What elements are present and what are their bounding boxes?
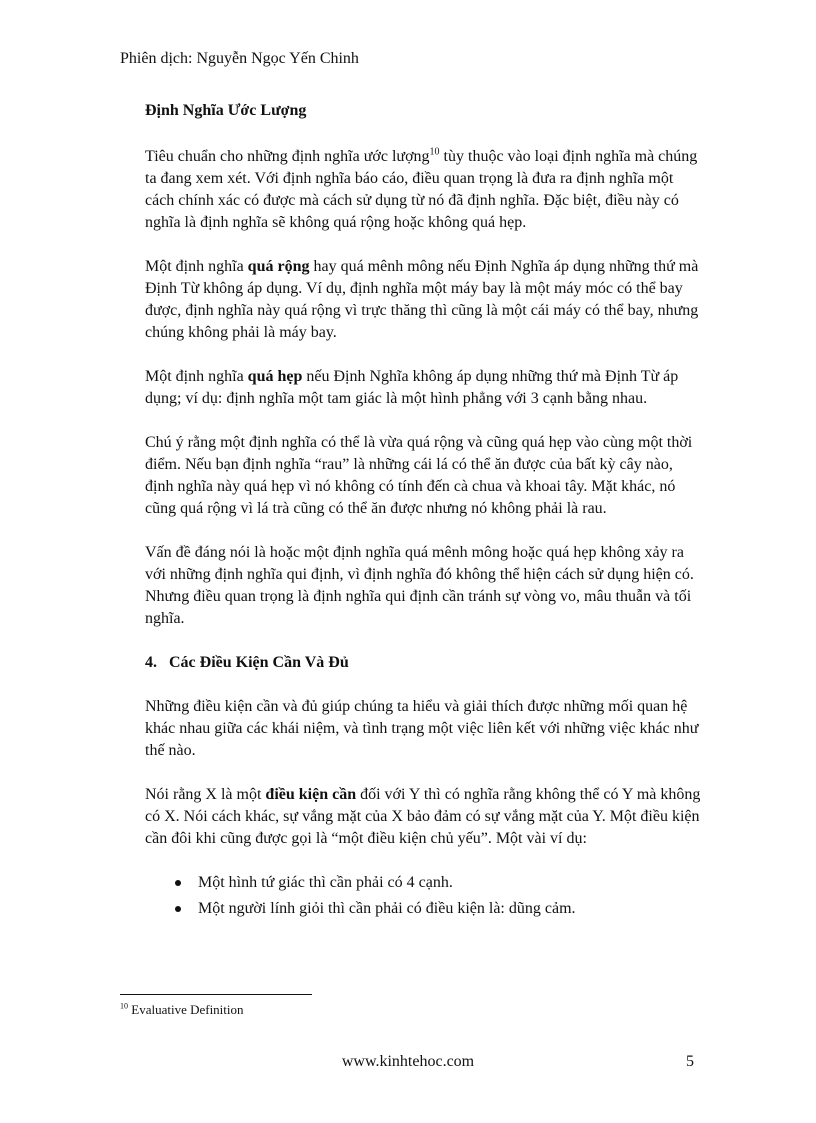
paragraph-prescriptive: Vấn đề đáng nói là hoặc một định nghĩa quá mênh mông hoặc quá hẹp không xảy ra với những định nghĩa qui định, vì định nghĩa đó không thể hiện cách sử dụng hiện có. Nhưng điều quan trọng là định nghĩa qui định cần tránh sự vòng vo, mâu thuẫn và tối nghĩa. bbox=[145, 544, 694, 627]
paragraph-criteria bbox=[145, 146, 705, 234]
translator-header: Phiên dịch: Nguyễn Ngọc Yến Chinh bbox=[120, 50, 359, 67]
footnote-number: 10 bbox=[120, 1001, 128, 1011]
paragraph-text: nếu Định Nghĩa không áp dụng những thứ mà Định Từ áp dụng; ví dụ: định nghĩa một tam giác là một hình phẳng với 3 cạnh bằng nhau. bbox=[145, 368, 679, 407]
paragraph-text: Một định nghĩa bbox=[145, 258, 248, 275]
list-item bbox=[145, 872, 705, 894]
footnote-text: Evaluative Definition bbox=[128, 1002, 244, 1017]
footer-website-link[interactable]: www.kinhtehoc.com bbox=[341, 1053, 475, 1070]
bullet-icon bbox=[175, 880, 181, 886]
footnote-divider bbox=[120, 994, 312, 995]
list-item bbox=[145, 898, 705, 920]
section-title-conditions bbox=[145, 652, 705, 674]
paragraph-text: tùy thuộc vào loại định nghĩa mà chúng ta đang xem xét. Với định nghĩa báo cáo, điều quan trọng là đưa ra định nghĩa một cách chính xác có được mà cách sử dụng từ nó đã định nghĩa. Đặc biệt, điều này có nghĩa là định nghĩa sẽ không quá rộng hoặc không quá hẹp. bbox=[145, 148, 698, 231]
paragraph-text: đối với Y thì có nghĩa rằng không thể có Y mà không có X. Nói cách khác, sự vắng mặt của X bảo đảm có sự vắng mặt của Y. Một điều kiện cần đôi khi cũng được gọi là “một điều kiện chủ yếu”. Một vài ví dụ: bbox=[145, 786, 701, 847]
footnote-ref: 10 bbox=[429, 146, 440, 158]
list-item-text: Một người lính giỏi thì cần phải có điều kiện là: dũng cảm. bbox=[198, 900, 576, 917]
paragraph-too-broad bbox=[145, 256, 705, 344]
paragraph-both: Chú ý rằng một định nghĩa có thể là vừa quá rộng và cũng quá hẹp vào cùng một thời điểm. Nếu bạn định nghĩa “rau” là những cái lá có thể ăn được của bất kỳ cây nào, định nghĩa này quá hẹp vì nó không có tính đến cà chua và khoai tây. Mặt khác, nó cũng quá rộng vì lá trà cũng có thể ăn được nhưng nó không phải là rau. bbox=[145, 434, 693, 517]
section-number: 4. bbox=[145, 654, 157, 671]
paragraph-text: Tiêu chuẩn cho những định nghĩa ước lượng bbox=[145, 148, 430, 165]
bold-term: quá hẹp bbox=[247, 368, 303, 385]
paragraph-too-narrow bbox=[145, 366, 705, 410]
bullet-icon bbox=[175, 906, 181, 912]
bold-term: điều kiện cần bbox=[265, 786, 357, 803]
paragraph-text: Một định nghĩa bbox=[145, 368, 248, 385]
paragraph-necessary-condition bbox=[145, 784, 705, 850]
paragraph-text: hay quá mênh mông nếu Định Nghĩa áp dụng những thứ mà Định Từ không áp dụng. Ví dụ, định nghĩa một máy bay là một máy móc có thể bay được, định nghĩa này quá rộng vì trực thăng thì cũng là một cái máy có thể bay, nhưng chúng không phải là máy bay. bbox=[145, 258, 699, 341]
example-list bbox=[145, 872, 705, 920]
bold-term: quá rộng bbox=[247, 258, 310, 275]
section-title-evaluative-definition: Định Nghĩa Ước Lượng bbox=[145, 102, 307, 119]
list-item-text: Một hình tứ giác thì cần phải có 4 cạnh. bbox=[198, 874, 453, 891]
section-title-text: Các Điều Kiện Cần Và Đủ bbox=[169, 654, 349, 671]
page-number: 5 bbox=[686, 1053, 694, 1070]
paragraph-text: Nói rằng X là một bbox=[145, 786, 266, 803]
footnote bbox=[120, 1002, 244, 1018]
page-content bbox=[145, 100, 705, 924]
paragraph-conditions-intro: Những điều kiện cần và đủ giúp chúng ta hiểu và giải thích được những mối quan hệ khác nhau giữa các khái niệm, và tình trạng một việc liên kết với những việc khác như thế nào. bbox=[145, 698, 699, 759]
